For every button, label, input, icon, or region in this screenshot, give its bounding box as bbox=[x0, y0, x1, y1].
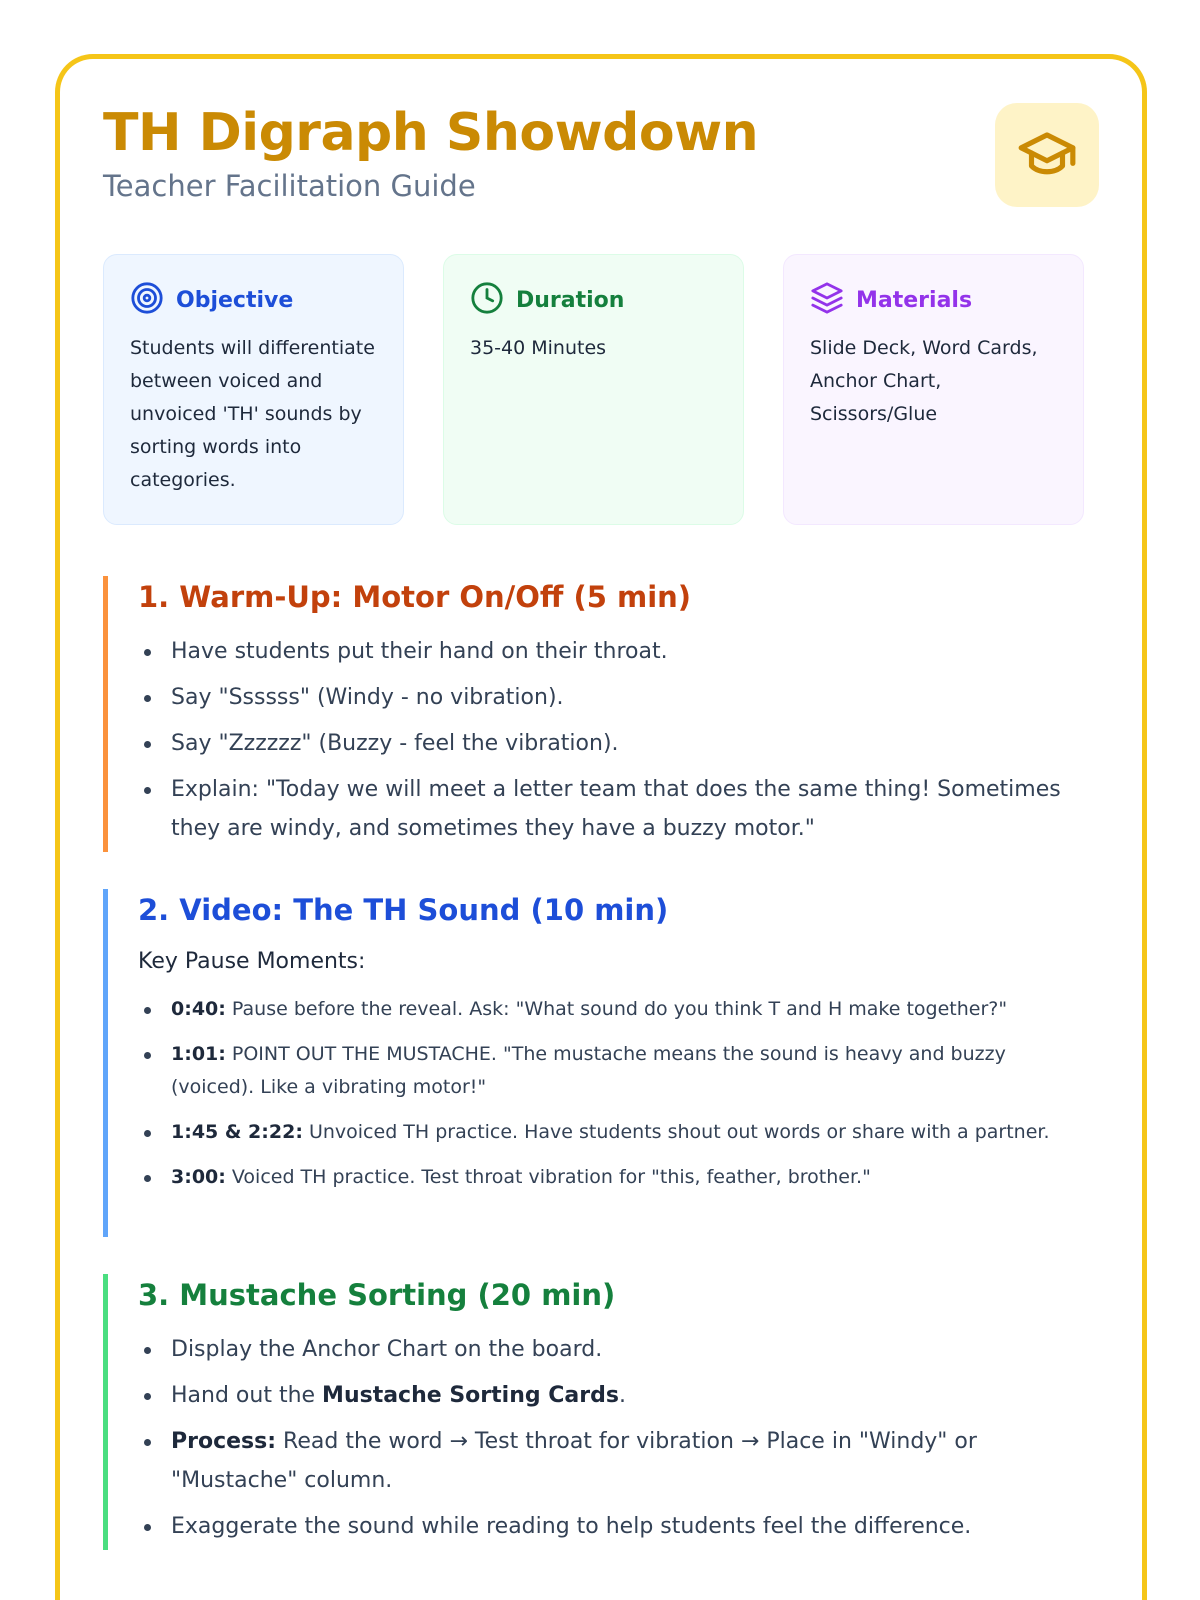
clock-icon bbox=[470, 281, 504, 319]
duration-text: 35-40 Minutes bbox=[470, 337, 607, 359]
duration-card bbox=[443, 254, 744, 525]
section-title: 2. Video: The TH Sound (10 min) bbox=[138, 893, 669, 927]
objective-card bbox=[103, 254, 404, 525]
objective-text: Students will differentiate between voiced and unvoiced 'TH' sounds by sorting words into categories. bbox=[130, 337, 375, 491]
graduation-cap-icon bbox=[1016, 122, 1078, 188]
emphasis: Process: bbox=[171, 1429, 277, 1454]
badge bbox=[995, 103, 1099, 207]
materials-label: Materials bbox=[856, 287, 973, 313]
pause-text: Voiced TH practice. Test throat vibration for "this, feather, brother." bbox=[225, 1166, 871, 1188]
key-pause-heading: Key Pause Moments: bbox=[138, 949, 366, 974]
list-item: Display the Anchor Chart on the board. bbox=[138, 1330, 1093, 1369]
list-item bbox=[138, 1038, 1093, 1104]
layers-icon bbox=[810, 281, 844, 319]
materials-text: Slide Deck, Word Cards, Anchor Chart, Scissors/Glue bbox=[810, 337, 1038, 425]
emphasis: Mustache Sorting Cards bbox=[322, 1383, 619, 1408]
step-list bbox=[138, 632, 1093, 848]
list-item: Have students put their hand on their throat. bbox=[138, 632, 1093, 671]
list-item bbox=[138, 1161, 1093, 1194]
pause-list bbox=[138, 993, 1093, 1194]
objective-label: Objective bbox=[176, 287, 294, 313]
pause-text: Pause before the reveal. Ask: "What sound do you think T and H make together?" bbox=[225, 998, 1008, 1020]
page-subtitle: Teacher Facilitation Guide bbox=[103, 169, 476, 203]
step-list bbox=[138, 1330, 1093, 1546]
pause-text: POINT OUT THE MUSTACHE. "The mustache means the sound is heavy and buzzy (voiced). Like a vibrating motor!" bbox=[171, 1043, 1006, 1098]
target-icon bbox=[130, 281, 164, 319]
page-title: TH Digraph Showdown bbox=[103, 103, 759, 163]
timestamp: 0:40: bbox=[171, 998, 226, 1020]
section-sorting bbox=[103, 1274, 1093, 1550]
info-cards bbox=[103, 254, 1083, 525]
list-item bbox=[138, 1116, 1093, 1149]
list-item: Explain: "Today we will meet a letter team that does the same thing! Sometimes they are windy, and sometimes they have a buzzy motor." bbox=[138, 770, 1093, 848]
list-item: Process: Read the word → Test throat for vibration → Place in "Windy" or "Mustache" column. bbox=[138, 1422, 1093, 1500]
pause-text: Unvoiced TH practice. Have students shout out words or share with a partner. bbox=[302, 1121, 1050, 1143]
section-video bbox=[103, 889, 1093, 1237]
header bbox=[103, 103, 1099, 203]
list-item: Say "Ssssss" (Windy - no vibration). bbox=[138, 678, 1093, 717]
timestamp: 1:01: bbox=[171, 1043, 226, 1065]
guide-card bbox=[55, 54, 1147, 1600]
list-item: Exaggerate the sound while reading to help students feel the difference. bbox=[138, 1507, 1093, 1546]
timestamp: 1:45 & 2:22: bbox=[171, 1121, 303, 1143]
list-item: Say "Zzzzzz" (Buzzy - feel the vibration). bbox=[138, 724, 1093, 763]
list-item bbox=[138, 993, 1093, 1026]
section-warm-up bbox=[103, 576, 1093, 852]
section-title: 3. Mustache Sorting (20 min) bbox=[138, 1278, 616, 1312]
section-title: 1. Warm-Up: Motor On/Off (5 min) bbox=[138, 580, 692, 614]
duration-label: Duration bbox=[516, 287, 625, 313]
list-item: Hand out the Mustache Sorting Cards. bbox=[138, 1376, 1093, 1415]
timestamp: 3:00: bbox=[171, 1166, 226, 1188]
materials-card bbox=[783, 254, 1084, 525]
